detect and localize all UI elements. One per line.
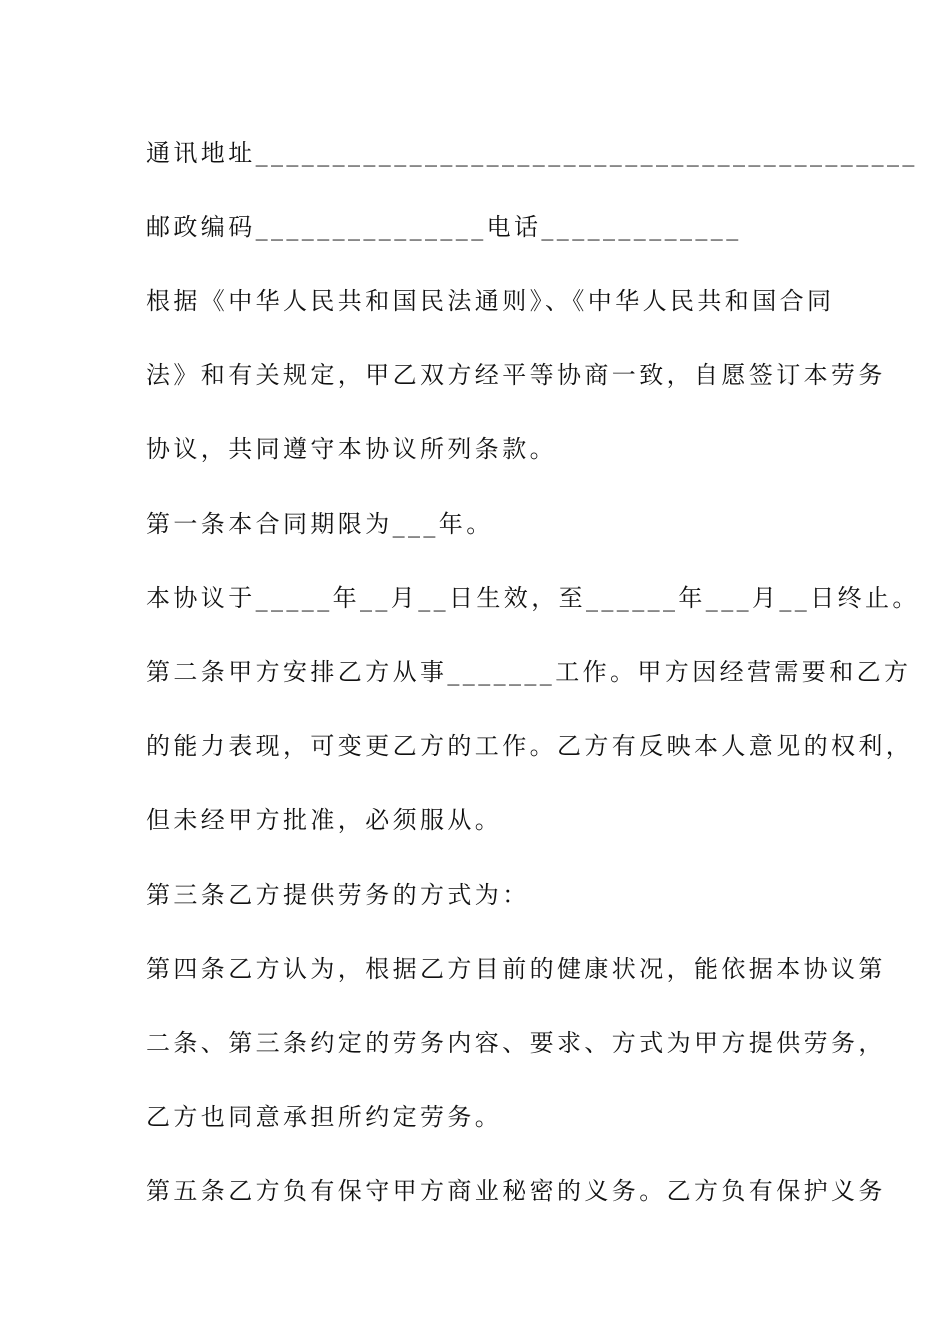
article-2-line-3: 但未经甲方批准，必须服从。 (146, 806, 503, 834)
article-3-line: 第三条乙方提供劳务的方式为： (146, 881, 530, 909)
article-2-line-2: 的能力表现，可变更乙方的工作。乙方有反映本人意见的权利， (146, 732, 914, 760)
address-line: 通讯地址___________________________________________ (146, 139, 918, 167)
article-4-line-1: 第四条乙方认为，根据乙方目前的健康状况，能依据本协议第 (146, 955, 886, 983)
intro-line-3: 协议，共同遵守本协议所列条款。 (146, 435, 557, 463)
article-1-line: 第一条本合同期限为___年。 (146, 510, 494, 538)
effective-date-line: 本协议于_____年__月__日生效，至______年___月__日终止。 (146, 584, 920, 612)
article-4-line-3: 乙方也同意承担所约定劳务。 (146, 1103, 503, 1131)
article-4-line-2: 二条、第三条约定的劳务内容、要求、方式为甲方提供劳务， (146, 1029, 886, 1057)
article-5-line-1: 第五条乙方负有保守甲方商业秘密的义务。乙方负有保护义务 (146, 1177, 886, 1205)
article-2-line-1: 第二条甲方安排乙方从事_______工作。甲方因经营需要和乙方 (146, 658, 912, 686)
postal-phone-line: 邮政编码_______________电话_____________ (146, 213, 742, 241)
intro-line-1: 根据《中华人民共和国民法通则》、《中华人民共和国合同 (146, 287, 835, 315)
intro-line-2: 法》和有关规定，甲乙双方经平等协商一致，自愿签订本劳务 (146, 361, 886, 389)
